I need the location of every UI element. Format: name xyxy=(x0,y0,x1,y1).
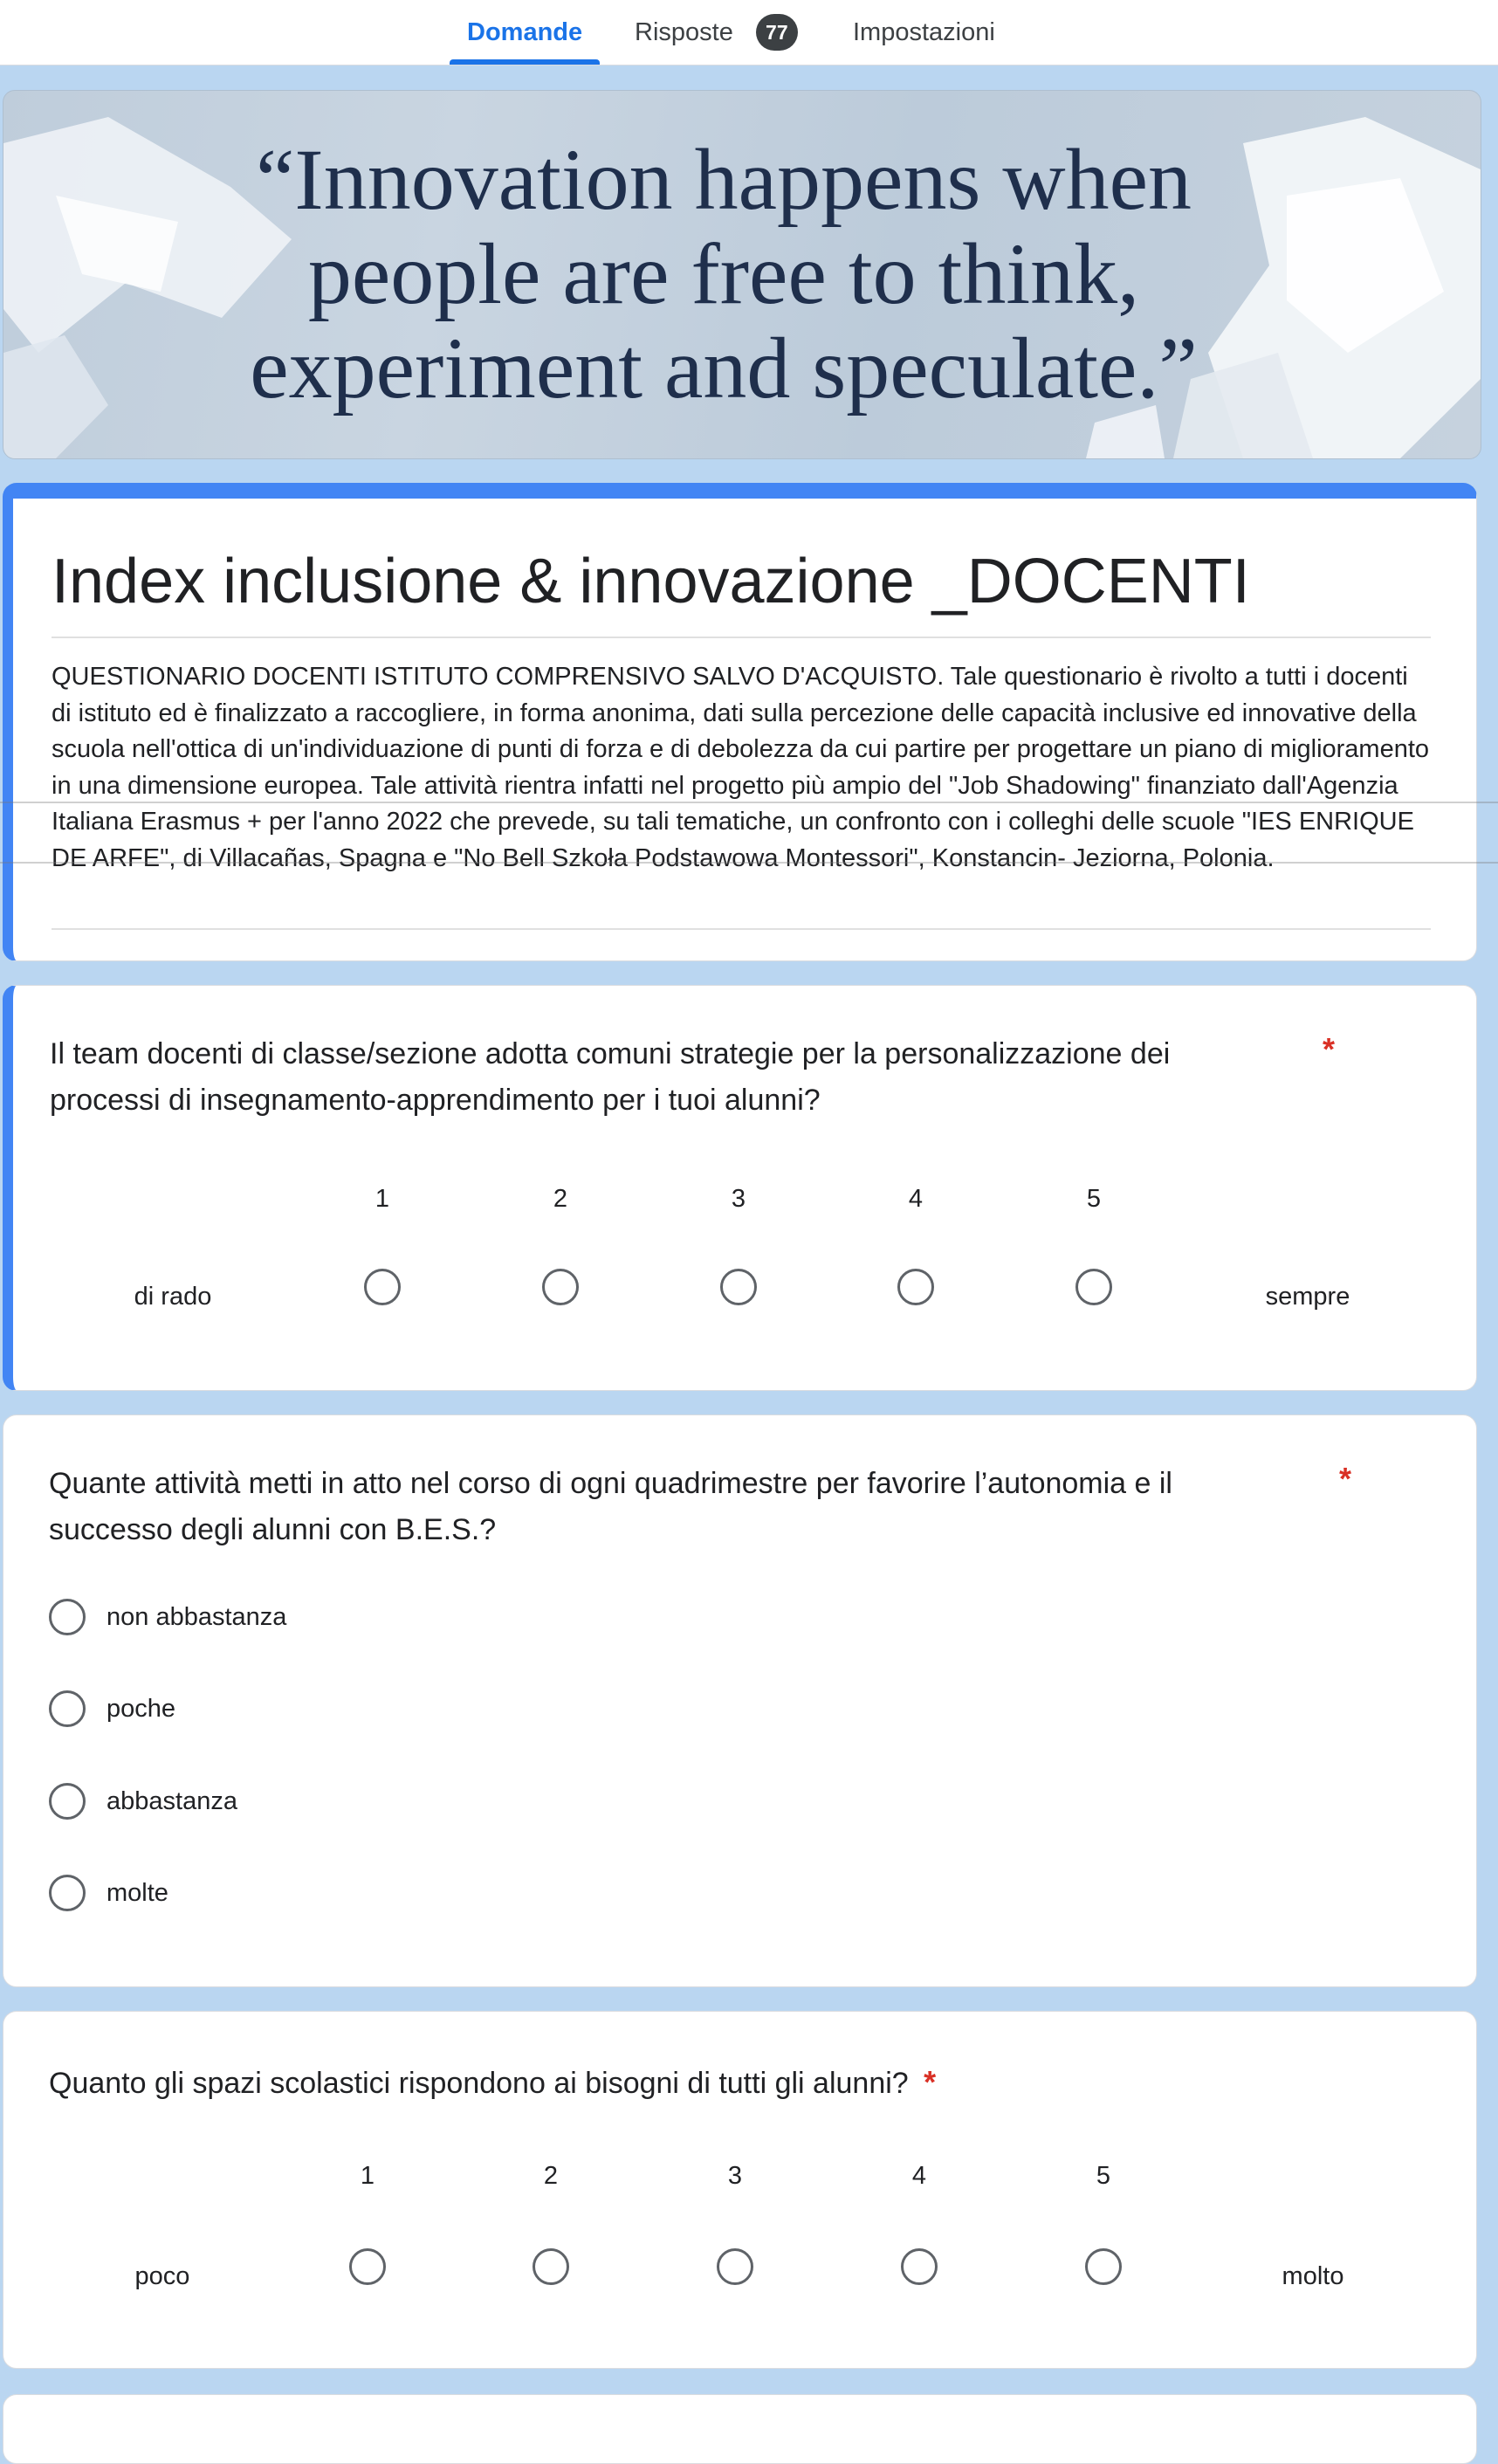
scale-low-label: di rado xyxy=(134,1283,212,1311)
option-label: molte xyxy=(107,1878,168,1907)
description-divider xyxy=(52,928,1431,930)
option-label: poche xyxy=(107,1694,176,1723)
question-2-line-1: Quante attività metti in atto nel corso di ogni quadrimestre per favorire l’autonomia e il xyxy=(49,1467,1172,1500)
scale-number-5: 5 xyxy=(1096,2162,1111,2190)
scale-number-4: 4 xyxy=(911,2162,927,2190)
quote-line-3: experiment and speculate.” xyxy=(250,320,1198,416)
question-card-1[interactable] xyxy=(3,985,1477,1391)
question-card-next[interactable] xyxy=(3,2394,1477,2464)
tab-risposte[interactable] xyxy=(635,0,798,65)
option-radio[interactable] xyxy=(49,1783,86,1820)
option-radio[interactable] xyxy=(49,1599,86,1635)
scale-high-label: molto xyxy=(1282,2262,1344,2290)
question-1-text xyxy=(50,1031,1170,1124)
scale-radio-5[interactable] xyxy=(1085,2248,1122,2285)
question-3-text xyxy=(49,2059,936,2107)
scale-number-1: 1 xyxy=(360,2162,375,2190)
scale-number-3: 3 xyxy=(731,1185,746,1213)
tab-domande-label: Domande xyxy=(467,17,583,46)
required-asterisk: * xyxy=(1323,1031,1336,1067)
option-non-abbastanza[interactable] xyxy=(49,1595,286,1639)
question-2-text xyxy=(49,1461,1172,1553)
scale-number-4: 4 xyxy=(908,1185,924,1213)
scale-number-1: 1 xyxy=(374,1185,390,1213)
form-title[interactable]: Index inclusione & innovazione _DOCENTI xyxy=(52,547,1250,616)
header-banner-image xyxy=(3,90,1481,459)
question-3-line-1: Quanto gli spazi scolastici rispondono ai bisogni di tutti gli alunni? xyxy=(49,2067,909,2100)
scale-radio-2[interactable] xyxy=(533,2248,569,2285)
scale-radio-1[interactable] xyxy=(364,1269,401,1305)
required-asterisk: * xyxy=(924,2064,937,2100)
form-title-card xyxy=(3,483,1477,961)
tab-risposte-label: Risposte xyxy=(635,17,733,46)
option-poche[interactable] xyxy=(49,1687,175,1731)
tab-domande[interactable] xyxy=(467,0,582,65)
title-divider xyxy=(52,637,1431,638)
scale-number-2: 2 xyxy=(553,1185,568,1213)
tab-impostazioni-label: Impostazioni xyxy=(853,17,995,46)
scale-radio-5[interactable] xyxy=(1075,1269,1112,1305)
option-abbastanza[interactable] xyxy=(49,1779,237,1823)
quote-line-1: “Innovation happens when xyxy=(256,131,1192,228)
question-2-line-2: successo degli alunni con B.E.S.? xyxy=(49,1513,497,1546)
question-1-line-1: Il team docenti di classe/sezione adotta comuni strategie per la personalizzazione dei xyxy=(50,1037,1171,1070)
question-card-3[interactable] xyxy=(3,2011,1477,2369)
scale-low-label: poco xyxy=(134,2262,190,2290)
option-radio[interactable] xyxy=(49,1690,86,1727)
banner-quote xyxy=(222,133,1226,416)
tab-impostazioni[interactable] xyxy=(853,0,995,65)
option-label: abbastanza xyxy=(107,1786,237,1815)
quote-line-2: people are free to think, xyxy=(307,225,1140,322)
scale-radio-1[interactable] xyxy=(349,2248,386,2285)
scale-radio-2[interactable] xyxy=(542,1269,579,1305)
scale-radio-4[interactable] xyxy=(901,2248,938,2285)
scale-number-5: 5 xyxy=(1086,1185,1102,1213)
form-description[interactable]: QUESTIONARIO DOCENTI ISTITUTO COMPRENSIVO SALVO D'ACQUISTO. Tale questionario è rivolto a tutti i docenti di istituto ed è finalizzato a raccogliere, in forma anonima, dati sulla percezione delle capacità inclusive ed innovative della scuola nell'ottica di un'individuazione di punti di forza e di debolezza da cui partire per progettare un piano di miglioramento in una dimensione europea. Tale attività rientra infatti nel progetto più ampio del "Job Shadowing" finanziato dall'Agenzia Italiana Erasmus + per l'anno 2022 che prevede, su tali tematiche, un confronto con i colleghi delle scuole "IES ENRIQUE DE ARFE", di Villacañas, Spagna e "No Bell Szkoła Podstawowa Montessori", Konstancin- Jeziorna, Polonia. xyxy=(52,663,1430,872)
option-label: non abbastanza xyxy=(107,1602,287,1631)
option-radio[interactable] xyxy=(49,1875,86,1911)
option-molte[interactable] xyxy=(49,1871,168,1915)
screen-artifact-line xyxy=(0,862,1498,864)
scale-high-label: sempre xyxy=(1265,1283,1350,1311)
required-asterisk: * xyxy=(1339,1461,1352,1497)
active-tab-indicator xyxy=(450,59,600,65)
question-card-2[interactable] xyxy=(3,1414,1477,1987)
question-1-line-2: processi di insegnamento-apprendimento per i tuoi alunni? xyxy=(50,1084,821,1117)
scale-radio-3[interactable] xyxy=(717,2248,753,2285)
scale-radio-3[interactable] xyxy=(720,1269,757,1305)
responses-count-badge: 77 xyxy=(756,14,798,51)
scale-number-3: 3 xyxy=(727,2162,743,2190)
scale-number-2: 2 xyxy=(543,2162,559,2190)
screen-artifact-line xyxy=(0,802,1498,803)
top-tab-bar xyxy=(0,0,1498,65)
scale-radio-4[interactable] xyxy=(897,1269,934,1305)
